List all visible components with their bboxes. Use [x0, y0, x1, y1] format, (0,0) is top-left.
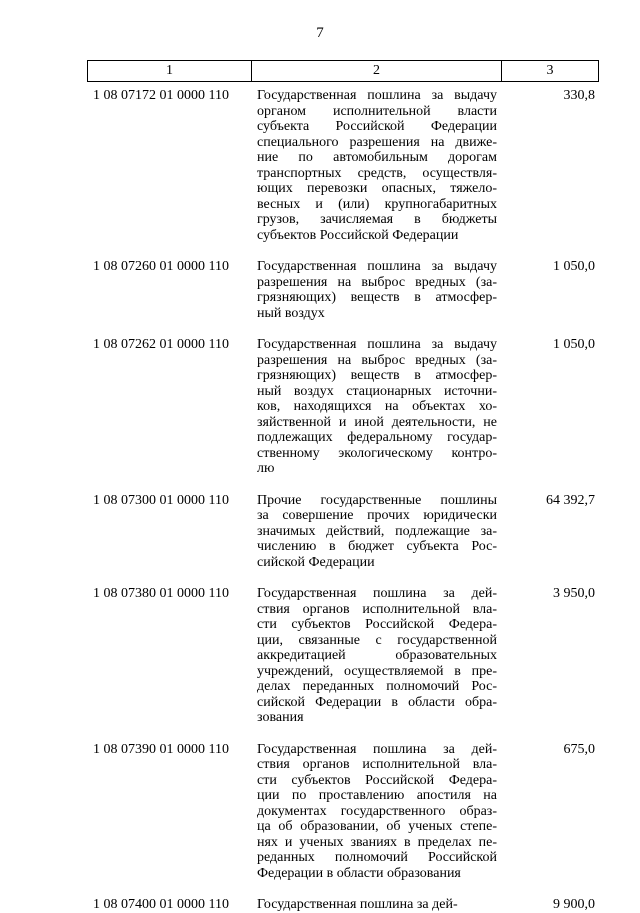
amount: 1 050,0 [553, 337, 595, 352]
description-line: ков, находящихся на объектах хо- [257, 399, 497, 414]
description-line: аккредитацией образовательных [257, 648, 497, 663]
description-line: специального разрешения на движе- [257, 134, 497, 150]
description-line: ствия органов исполнительной вла- [257, 757, 497, 772]
amount: 330,8 [563, 88, 595, 103]
description-line: реданных полномочий Российской [257, 850, 497, 865]
table-row [87, 580, 599, 726]
revenue-description [251, 88, 501, 243]
description-line: Государственная пошлина за выдачу [257, 337, 497, 352]
description-line: зяйственной и иной деятельности, не [257, 414, 497, 430]
description-line: грузов, зачисляемая в бюджеты [257, 212, 497, 227]
revenue-code: 1 08 07300 01 0000 110 [93, 492, 229, 508]
table-body [87, 82, 599, 913]
amount: 675,0 [563, 741, 595, 757]
description-line: транспортных средств, осуществля- [257, 165, 497, 181]
description-line: ца об образовании, об ученых степе- [257, 819, 497, 834]
revenue-code: 1 08 07400 01 0000 110 [93, 897, 229, 912]
description-line: нях и ученых званиях в пределах пе- [257, 834, 497, 850]
description-line: весных и (или) крупногабаритных [257, 196, 497, 212]
amount: 9 900,0 [553, 897, 595, 912]
description-line: ющих перевозки опасных, тяжело- [257, 181, 497, 196]
description-line: ный воздух [257, 305, 325, 321]
description-line: ции по проставлению апостиля на [257, 788, 497, 803]
description-line: делах переданных полномочий Рос- [257, 679, 497, 694]
revenue-code: 1 08 07260 01 0000 110 [93, 259, 229, 274]
amount: 3 950,0 [553, 586, 595, 601]
description-line: разрешения на выброс вредных (за- [257, 352, 497, 368]
table-row [87, 82, 599, 243]
description-line: Федерации в области образования [257, 865, 461, 881]
description-line: ствия органов исполнительной вла- [257, 601, 497, 617]
description-line: субъектов Российской Федерации [257, 227, 459, 243]
page-number: 7 [316, 25, 324, 41]
description-line: ный воздух стационарных источни- [257, 383, 497, 399]
description-line: числению в бюджет субъекта Рос- [257, 539, 497, 554]
revenue-description [251, 337, 501, 477]
description-line: лю [257, 461, 275, 476]
revenue-code: 1 08 07390 01 0000 110 [93, 741, 229, 757]
description-line: органом исполнительной власти [257, 103, 497, 119]
description-line: сийской Федерации [257, 554, 375, 570]
table-row [87, 253, 599, 321]
description-line: ственному экологическому контро- [257, 445, 497, 461]
amount: 64 392,7 [546, 492, 595, 508]
description-line: сти субъектов Российской Федера- [257, 617, 497, 632]
description-line: Государственная пошлина за выдачу [257, 259, 497, 274]
revenue-description [251, 586, 501, 726]
description-line: субъекта Российской Федерации [257, 119, 497, 134]
revenue-code: 1 08 07172 01 0000 110 [93, 88, 229, 103]
description-line: Государственная пошлина за выдачу [257, 88, 497, 103]
description-line: зования [257, 710, 304, 725]
description-line: Прочие государственные пошлины [257, 492, 497, 508]
description-line: ние по автомобильным дорогам [257, 150, 497, 165]
header-col-2: 2 [252, 61, 502, 81]
description-line: сти субъектов Российской Федера- [257, 772, 497, 788]
description-line: за совершение прочих юридически [257, 508, 497, 523]
description-line: разрешения на выброс вредных (за- [257, 274, 497, 290]
description-line: подлежащих федеральному государ- [257, 430, 497, 445]
table-row [87, 736, 599, 882]
description-line: документах государственного образ- [257, 803, 497, 819]
description-line: учреждений, осуществляемой в пре- [257, 663, 497, 679]
revenue-description [251, 259, 501, 321]
table-row [87, 487, 599, 571]
header-col-1: 1 [88, 61, 252, 81]
description-line: Государственная пошлина за дей- [257, 586, 497, 601]
description-line: Государственная пошлина за дей- [257, 897, 458, 912]
revenue-description [251, 493, 501, 571]
description-line: сийской Федерации в области обра- [257, 694, 497, 710]
header-col-3: 3 [546, 63, 554, 78]
description-line: Государственная пошлина за дей- [257, 741, 497, 757]
table-row [87, 891, 599, 913]
amount: 1 050,0 [553, 259, 595, 274]
revenue-description [251, 742, 501, 882]
description-line: грязняющих) веществ в атмосфер- [257, 368, 497, 383]
description-line: значимых действий, подлежащие за- [257, 523, 497, 539]
revenue-code: 1 08 07380 01 0000 110 [93, 586, 229, 601]
description-line: грязняющих) веществ в атмосфер- [257, 290, 497, 305]
revenue-code: 1 08 07262 01 0000 110 [93, 337, 229, 352]
revenue-table [87, 60, 599, 913]
description-line: ции, связанные с государственной [257, 632, 497, 648]
table-header-row [87, 60, 599, 82]
table-row [87, 331, 599, 477]
